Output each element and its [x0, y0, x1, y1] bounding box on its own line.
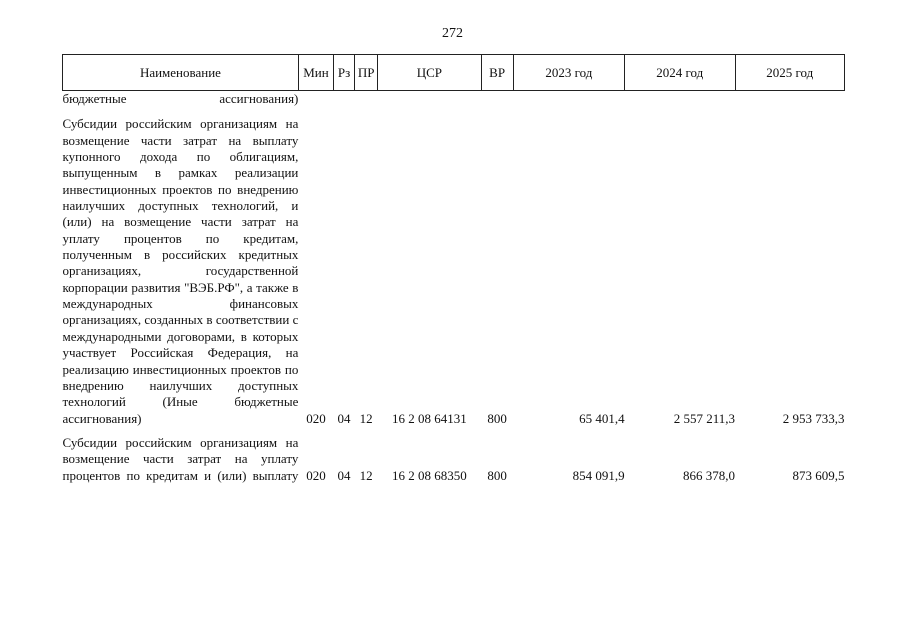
header-csr: ЦСР [378, 55, 481, 91]
row-continuation-name: бюджетные ассигнования) [62, 91, 299, 106]
header-2023: 2023 год [513, 55, 624, 91]
table-header [63, 55, 845, 91]
row-rz: 04 [337, 410, 351, 426]
row-csr: 16 2 08 64131 [391, 410, 467, 426]
row-csr: 16 2 08 68350 [391, 467, 467, 483]
row-2024: 866 378,0 [683, 467, 736, 483]
row-min: 020 [306, 467, 326, 483]
header-2024: 2024 год [625, 55, 735, 91]
row-vr: 800 [487, 467, 507, 483]
header-name: Наименование [63, 55, 299, 91]
row-rz: 04 [337, 467, 351, 483]
page-number: 272 [442, 26, 463, 41]
row-2023: 854 091,9 [572, 467, 625, 483]
table-row-continuation [63, 91, 845, 108]
row-name: Субсидии российским организациям на возмещение части затрат на выплату купонного дохода по облигациям, выпущенным в рамках реализации инвестиционных проектов по внедрению наилучших доступных технологий, и (или) на возмещение части затрат на уплату процентов по кредитам, полученным в российских кредитных организациях, государственной корпорации развития "ВЭБ.РФ", а также в международных финансовых организациях, созданных в соответствии с международными договорами, в которых участвует Российская Федерация, на реализацию инвестиционных проектов по внедрению наилучших доступных технологий (Иные бюджетные ассигнования) [62, 116, 299, 426]
row-name: Субсидии российским организациям на возмещение части затрат на уплату процентов по кредитам и (или) выплату [62, 434, 299, 483]
header-rz: Рз [334, 55, 355, 91]
row-2025: 873 609,5 [792, 467, 845, 483]
row-pr: 12 [359, 467, 373, 483]
table-row [63, 435, 845, 484]
header-vr: ВР [481, 55, 513, 91]
row-2023: 65 401,4 [579, 410, 625, 426]
row-min: 020 [306, 410, 326, 426]
header-2025: 2025 год [735, 55, 844, 91]
row-2025: 2 953 733,3 [782, 410, 845, 426]
budget-table [62, 54, 845, 484]
row-2024: 2 557 211,3 [673, 410, 736, 426]
table-row [63, 115, 845, 427]
header-pr: ПР [355, 55, 378, 91]
row-pr: 12 [359, 410, 373, 426]
header-min: Мин [298, 55, 333, 91]
row-vr: 800 [487, 410, 507, 426]
